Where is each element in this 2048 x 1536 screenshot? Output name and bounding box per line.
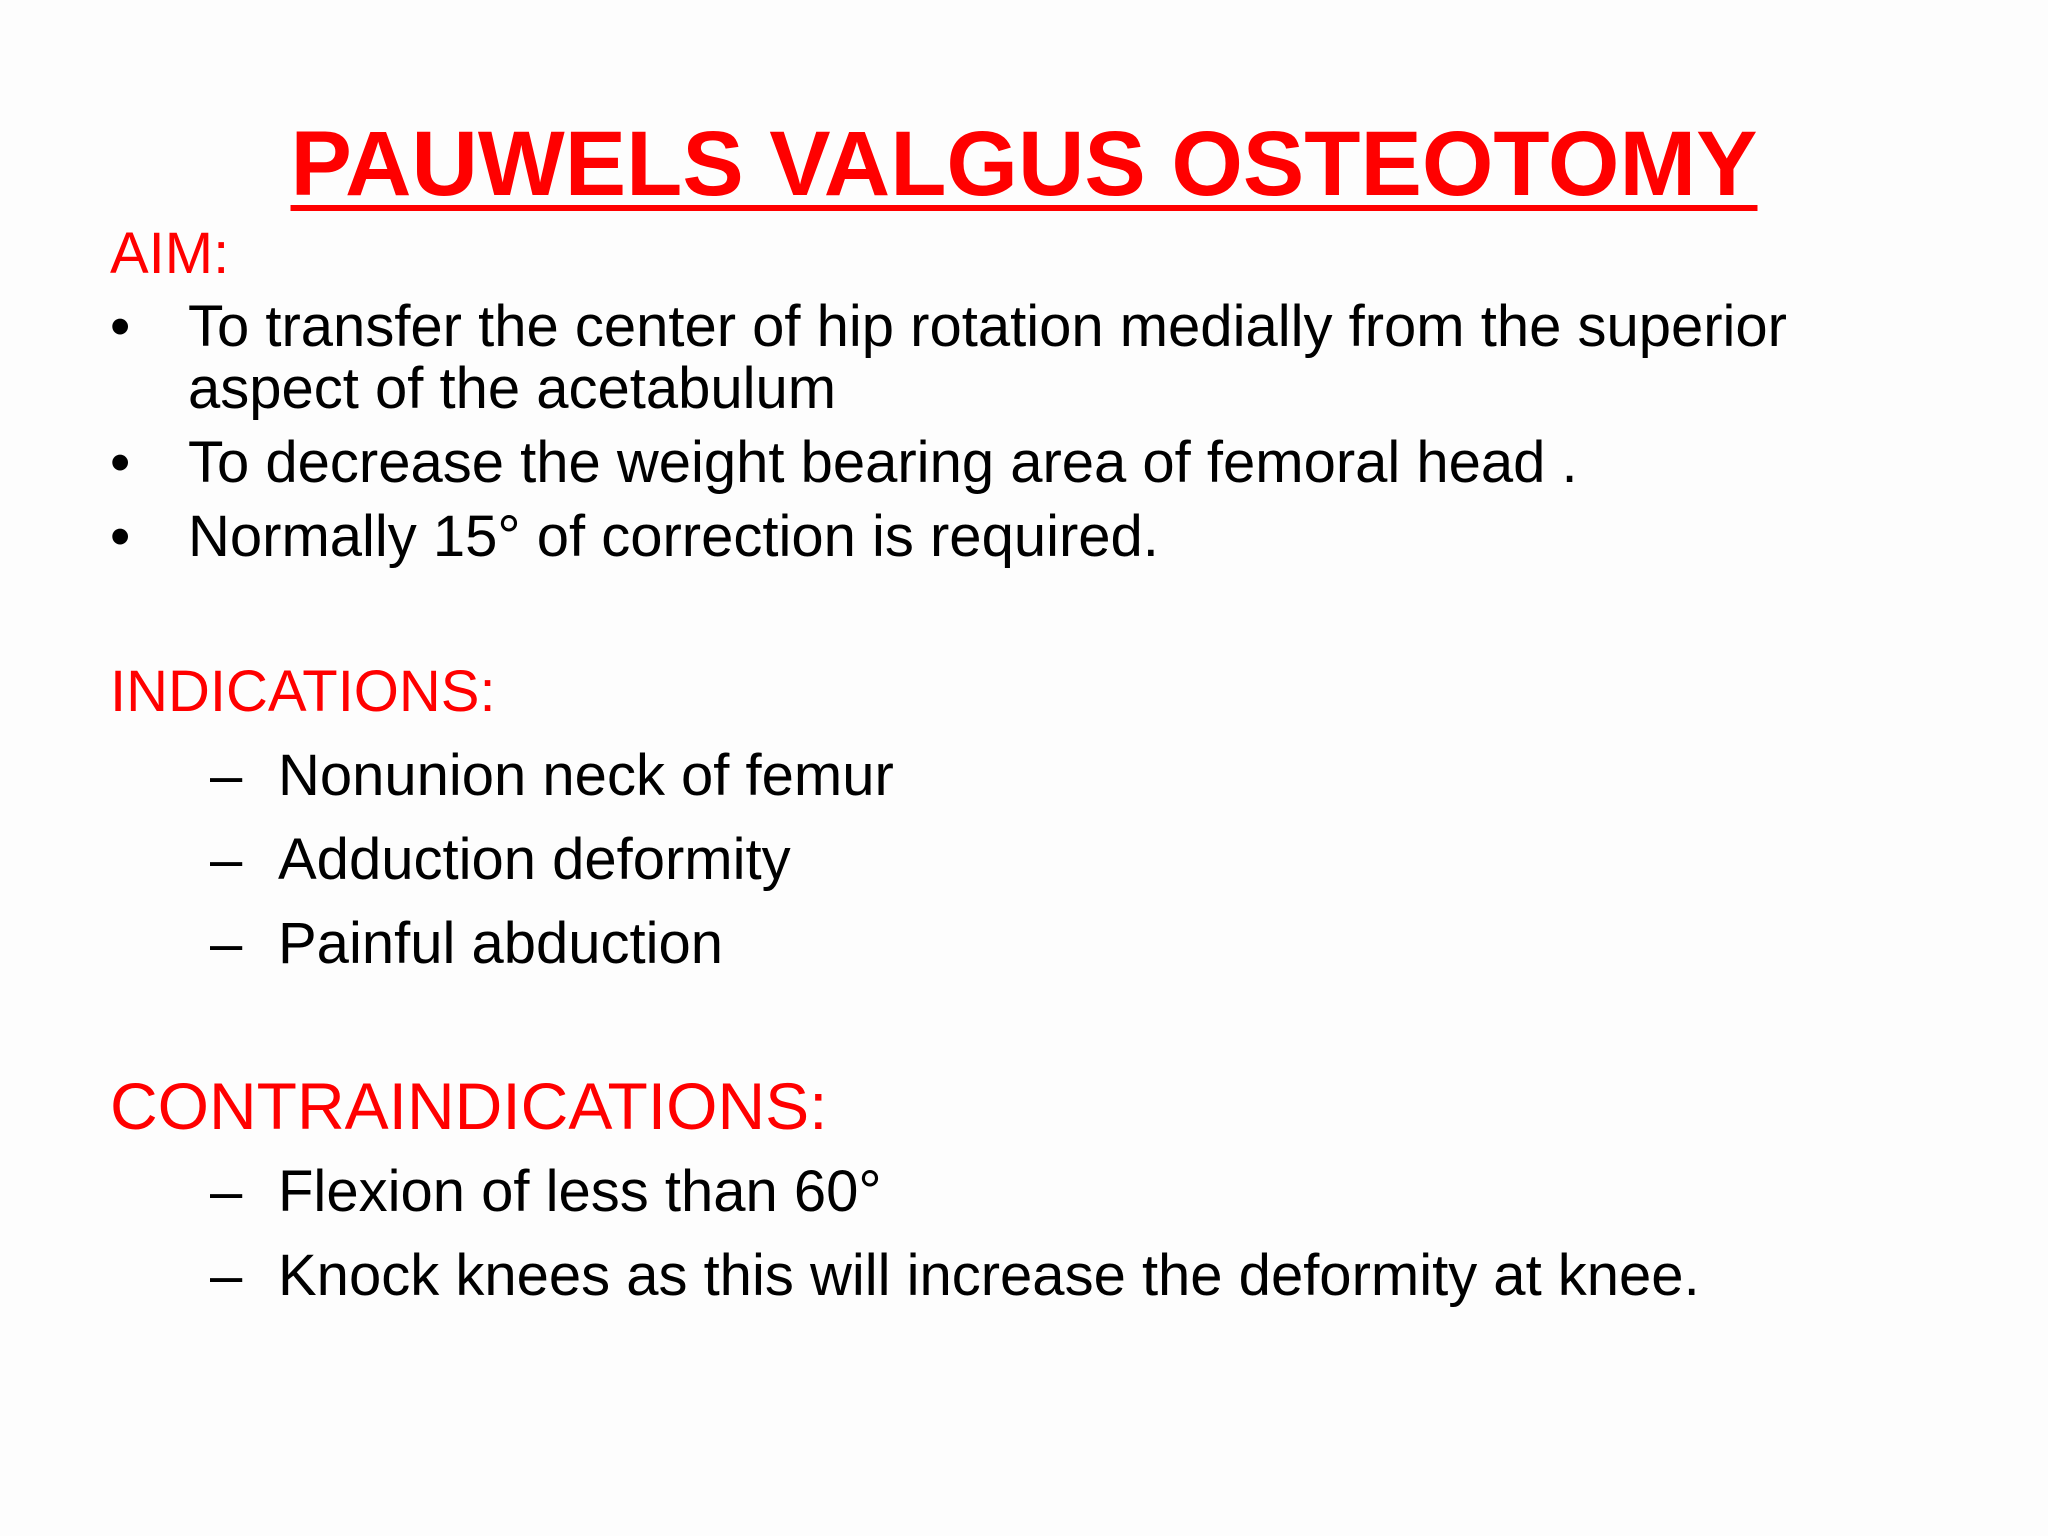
- contraindications-heading: CONTRAINDICATIONS:: [110, 1069, 828, 1143]
- contraindications-list: [210, 1150, 1910, 1318]
- list-item: [110, 296, 1930, 420]
- indication-item-text: Painful abduction: [278, 911, 723, 976]
- list-item: [210, 734, 1910, 818]
- dash-icon: –: [210, 911, 243, 976]
- aim-heading: AIM:: [110, 221, 230, 286]
- list-item: [210, 1234, 1910, 1318]
- dash-icon: –: [210, 827, 243, 892]
- aim-item-text: Normally 15° of correction is required.: [188, 504, 1159, 569]
- aim-item-text: To transfer the center of hip rotation medially from the superior aspect of the acetabulum: [188, 294, 1787, 421]
- indication-item-text: Adduction deformity: [278, 827, 791, 892]
- indications-heading: INDICATIONS:: [110, 659, 496, 724]
- contraindication-item-text: Knock knees as this will increase the deformity at knee.: [278, 1243, 1700, 1308]
- aim-item-text: To decrease the weight bearing area of femoral head .: [188, 430, 1578, 495]
- list-item: [110, 506, 1930, 568]
- contraindication-item-text: Flexion of less than 60°: [278, 1159, 882, 1224]
- bullet-icon: •: [110, 504, 131, 569]
- list-item: [110, 432, 1930, 494]
- list-item: [210, 818, 1910, 902]
- list-item: [210, 1150, 1910, 1234]
- list-item: [210, 902, 1910, 986]
- dash-icon: –: [210, 1243, 243, 1308]
- aim-list: [110, 296, 1930, 580]
- indications-list: [210, 734, 1910, 986]
- slide-title: PAUWELS VALGUS OSTEOTOMY: [290, 113, 1758, 215]
- dash-icon: –: [210, 743, 243, 808]
- bullet-icon: •: [110, 294, 131, 359]
- indication-item-text: Nonunion neck of femur: [278, 743, 894, 808]
- dash-icon: –: [210, 1159, 243, 1224]
- bullet-icon: •: [110, 430, 131, 495]
